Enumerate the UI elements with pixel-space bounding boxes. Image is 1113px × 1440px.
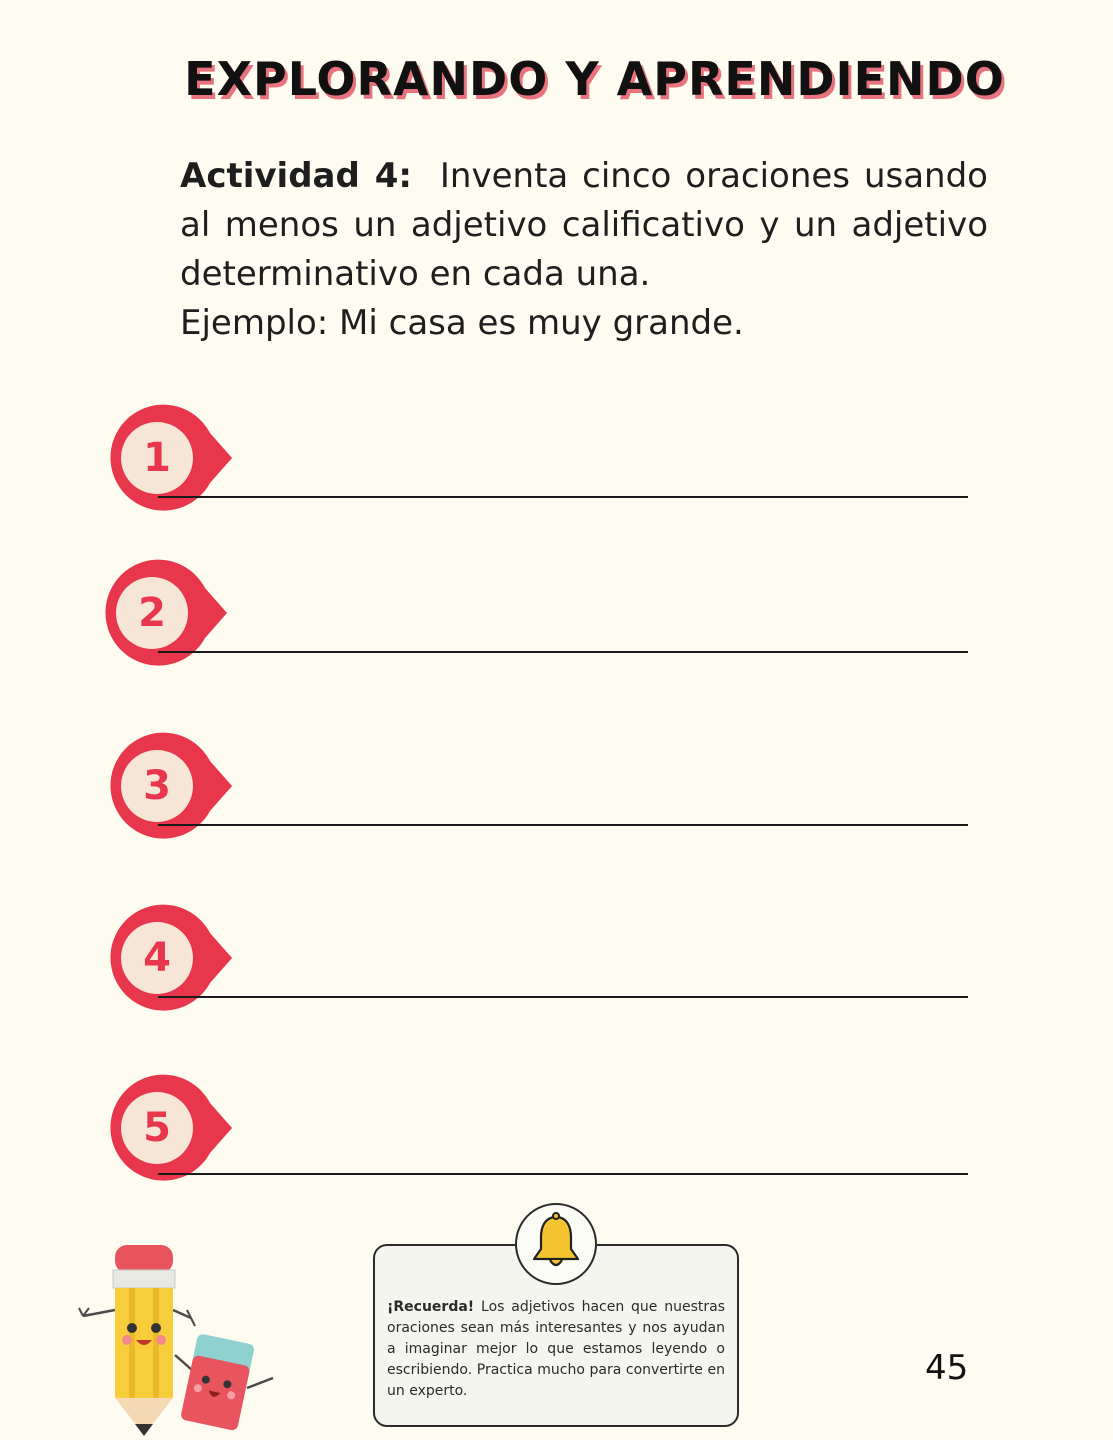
answer-row-4 xyxy=(0,903,1113,1013)
mascots-illustration xyxy=(75,1240,285,1440)
answer-row-3 xyxy=(0,731,1113,841)
eraser-mascot xyxy=(175,1333,273,1431)
activity-description xyxy=(180,152,988,299)
bell-badge xyxy=(515,1203,597,1285)
item-number-1: 1 xyxy=(143,435,171,481)
page-title xyxy=(38,52,1113,112)
answer-line-4[interactable] xyxy=(158,996,968,998)
activity-instructions xyxy=(180,152,988,348)
answer-line-5[interactable] xyxy=(158,1173,968,1175)
pencil-mascot xyxy=(79,1245,195,1436)
page-title-text: EXPLORANDO Y APRENDIENDO xyxy=(184,52,1005,106)
activity-text: Inventa cinco oraciones usando al menos un adjetivo calificativo y un adjetivo determinativo en cada una. xyxy=(180,156,988,294)
answer-row-5 xyxy=(0,1073,1113,1183)
reminder-text: Los adjetivos hacen que nuestras oraciones sean más interesantes y nos ayudan a imaginar mejor lo que estamos leyendo o escribiendo. Practica mucho para convertirte en un experto. xyxy=(387,1299,725,1399)
activity-example: Ejemplo: Mi casa es muy grande. xyxy=(180,303,744,343)
answer-line-3[interactable] xyxy=(158,824,968,826)
answer-line-1[interactable] xyxy=(158,496,968,498)
item-number-2: 2 xyxy=(138,590,166,636)
answer-row-1 xyxy=(0,403,1113,513)
answer-line-2[interactable] xyxy=(158,651,968,653)
reminder-text-block xyxy=(387,1297,725,1402)
item-number-5: 5 xyxy=(143,1105,171,1151)
bell-icon xyxy=(517,1205,595,1283)
activity-label: Actividad 4: xyxy=(180,156,413,196)
item-number-4: 4 xyxy=(143,935,171,981)
reminder-label: ¡Recuerda! xyxy=(387,1299,475,1315)
answer-row-2 xyxy=(0,558,1113,668)
item-number-3: 3 xyxy=(143,763,171,809)
page-number: 45 xyxy=(925,1348,969,1388)
